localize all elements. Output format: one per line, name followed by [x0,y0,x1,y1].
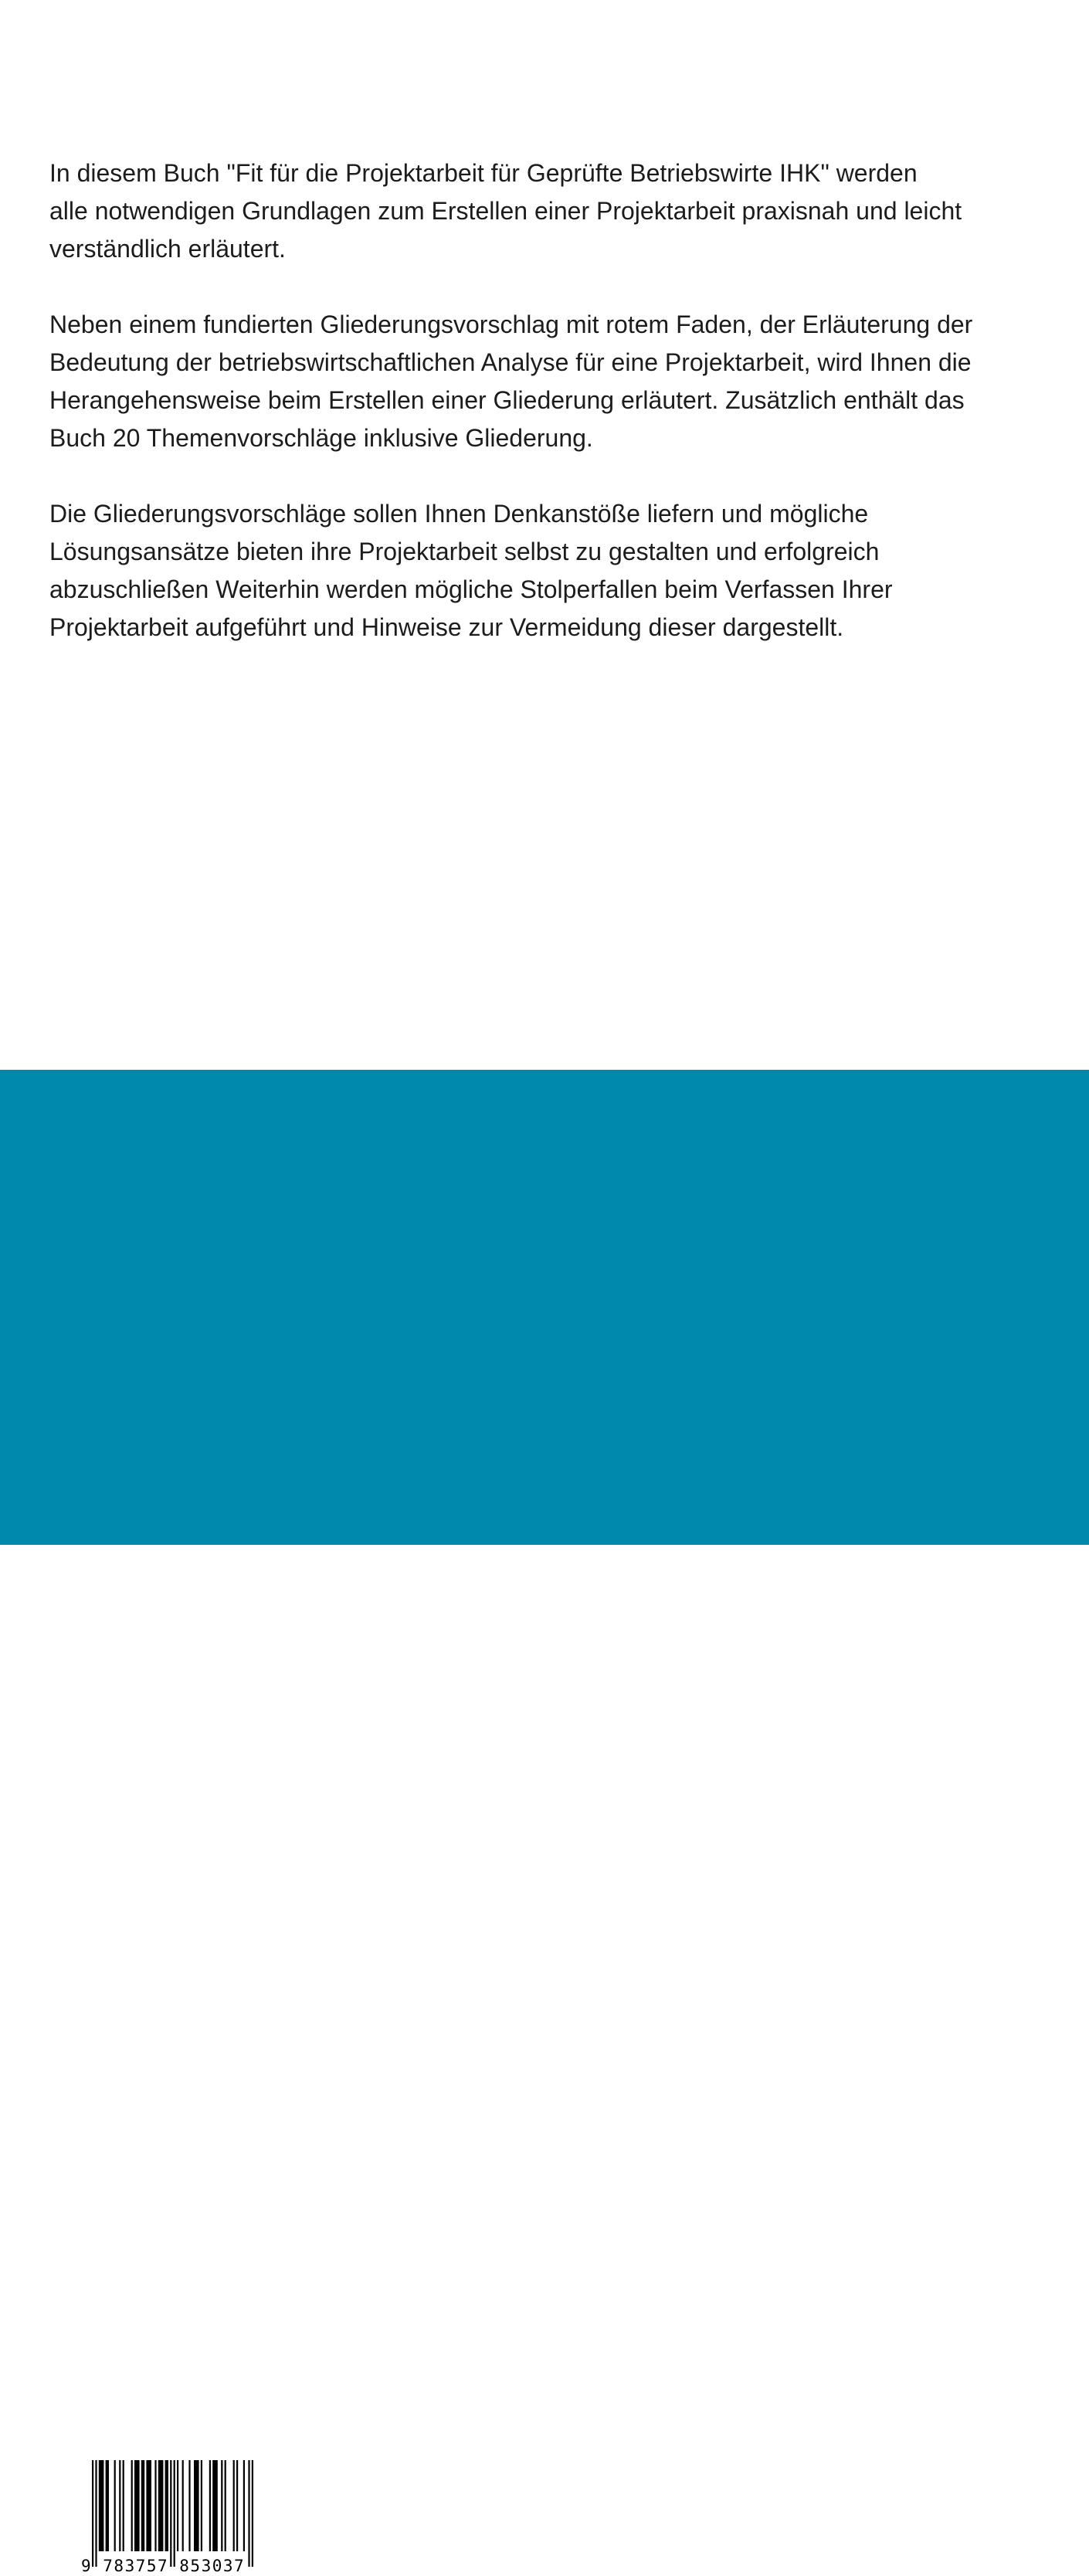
barcode-bar [182,2460,184,2551]
barcode-bar [165,2460,168,2551]
barcode-bar [233,2460,235,2551]
barcode-bar [146,2460,151,2551]
barcode-bar [106,2460,109,2551]
barcode-bar [209,2460,211,2551]
barcode-bar [99,2460,104,2551]
barcode-bar [154,2460,156,2551]
barcode-bar [225,2460,226,2551]
barcode-bar [123,2460,124,2551]
barcode-bar [134,2460,140,2551]
barcode-bar [95,2460,97,2567]
isbn-number: 9 783757 853037 [81,2557,246,2575]
barcode-bar [212,2460,218,2551]
barcode-bar [170,2460,171,2567]
blurb-paragraph-3: Die Gliederungsvorschläge sollen Ihnen Denkanstöße liefern und mögliche Lösungsansätze bieten ihre Projektarbeit selbst zu gestalten und erfolgreich abzuschließen Weiterhin werden mögliche Stolperfallen beim Verfassen Ihrer Projektarbeit aufgeführt und Hinweise zur Vermeidung dieser dargestellt. [49,500,893,641]
barcode-bar [248,2460,249,2567]
barcode-bar [174,2460,175,2567]
barcode-bar [158,2460,164,2551]
barcode-bar [252,2460,253,2567]
barcode-bar [236,2460,238,2551]
isbn-barcode [78,2454,266,2576]
barcode-bar [201,2460,202,2551]
blurb-paragraph-2: Neben einem fundierten Gliederungsvorschlag mit rotem Faden, der Erläuterung der Bedeutung der betriebswirtschaftlichen Analyse für eine Projektarbeit, wird Ihnen die Herangehensweise beim Erstellen einer Gliederung erläutert. Zusätzlich enthält das Buch 20 Themenvorschläge inklusive Gliederung. [49,311,973,452]
blurb-paragraph-1: In diesem Buch "Fit für die Projektarbeit für Geprüfte Betriebswirte IHK" werden alle notwendigen Grundlagen zum Erstellen einer Projektarbeit praxisnah und leicht verständlich erläutert. [49,159,962,263]
barcode-bar [243,2460,245,2551]
barcode-bar [221,2460,222,2551]
barcode-bar [131,2460,133,2551]
barcode-bar [188,2460,190,2551]
barcode-bar [92,2460,93,2567]
barcode-bar [119,2460,120,2551]
barcode-bar [177,2460,178,2551]
barcode-bar [141,2460,144,2551]
barcode-bar [194,2460,199,2551]
barcode-bar [114,2460,116,2551]
blurb-text [49,154,1046,684]
teal-color-band [0,1070,1089,2575]
